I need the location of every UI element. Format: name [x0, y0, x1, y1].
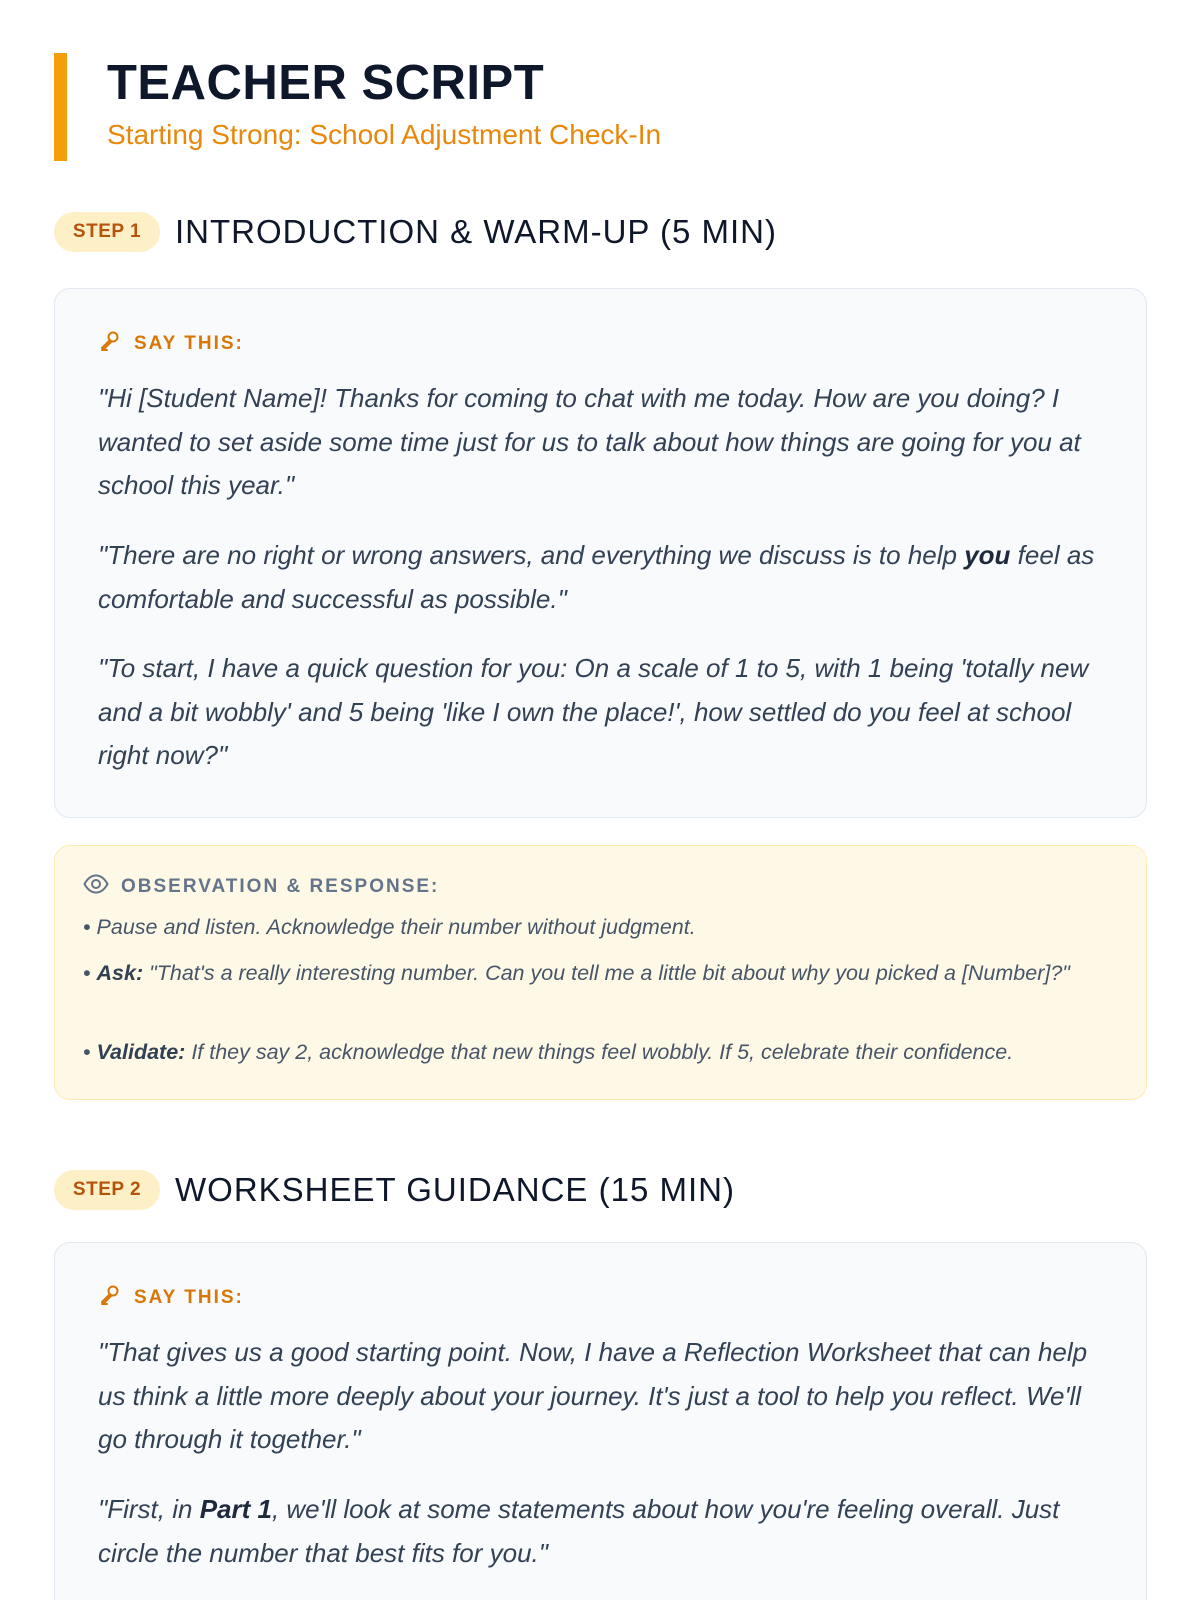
say-this-text: SAY THIS:	[134, 333, 244, 354]
script-paragraph: "First, in Part 1, we'll look at some statements about how you're feeling overall. Just circle the number that best fits for you."	[98, 1494, 1060, 1568]
page-header	[54, 53, 1154, 161]
step-badge: STEP 2	[54, 1170, 160, 1210]
say-this-label	[98, 1283, 244, 1313]
observation-item: • Validate: If they say 2, acknowledge that new things feel wobbly. If 5, celebrate their confidence.	[83, 1040, 1014, 1064]
script-paragraph: "Hi [Student Name]! Thanks for coming to chat with me today. How are you doing? I wanted to set aside some time just for us to talk about how things are going for you at school this year."	[98, 383, 1081, 500]
microphone-icon	[98, 1283, 134, 1313]
observation-item: • Pause and listen. Acknowledge their number without judgment.	[83, 915, 696, 939]
observation-label	[83, 874, 439, 900]
eye-icon	[83, 874, 121, 900]
step-2-heading	[54, 1170, 1154, 1212]
say-this-card	[54, 1242, 1147, 1600]
say-this-card	[54, 288, 1147, 818]
page-title: TEACHER SCRIPT	[107, 56, 545, 110]
script-paragraph: "That gives us a good starting point. Now, I have a Reflection Worksheet that can help us think a little more deeply about your journey. It's just a tool to help you reflect. We'll go through it together."	[98, 1337, 1088, 1454]
step-badge: STEP 1	[54, 212, 160, 252]
say-this-label	[98, 329, 244, 359]
step-title: WORKSHEET GUIDANCE (15 MIN)	[175, 1171, 735, 1208]
header-accent-bar	[54, 53, 67, 161]
script-paragraph: "To start, I have a quick question for you: On a scale of 1 to 5, with 1 being 'totally new and a bit wobbly' and 5 being 'like I own the place!', how settled do you feel at school right now?"	[98, 653, 1089, 770]
observation-item: • Ask: "That's a really interesting number. Can you tell me a little bit about why you picked a [Number]?"	[83, 961, 1070, 985]
observation-label-text: OBSERVATION & RESPONSE:	[121, 876, 440, 897]
page-subtitle: Starting Strong: School Adjustment Check-In	[107, 119, 662, 150]
step-title: INTRODUCTION & WARM-UP (5 MIN)	[175, 213, 777, 250]
script-paragraph: "There are no right or wrong answers, and everything we discuss is to help you feel as comfortable and successful as possible."	[98, 540, 1095, 614]
say-this-text: SAY THIS:	[134, 1287, 244, 1308]
microphone-icon	[98, 329, 134, 359]
observation-card	[54, 845, 1147, 1100]
step-1-heading	[54, 212, 1154, 254]
